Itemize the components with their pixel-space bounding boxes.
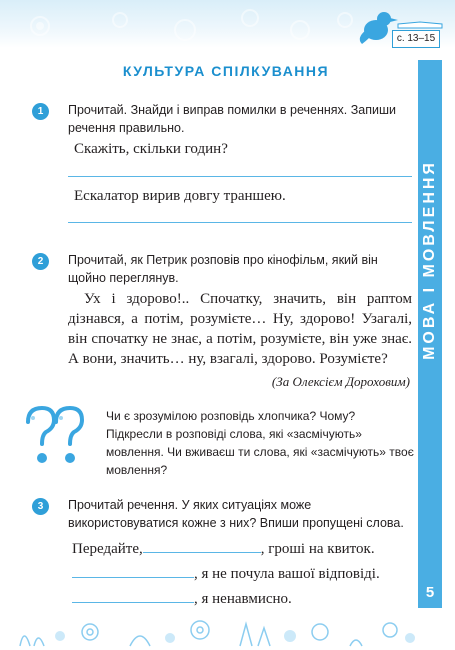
question-marks-icon bbox=[22, 404, 88, 470]
story-author: (За Олексієм Дороховим) bbox=[271, 374, 410, 389]
flower-icon bbox=[31, 10, 352, 40]
task-1-sentence-2: Ескалатор вирив довгу траншею. bbox=[74, 188, 286, 204]
task-2-instruction: Прочитай, як Петрик розповів про кінофільм, який він щойно переглянув. bbox=[68, 253, 378, 285]
page-number: 5 bbox=[425, 584, 435, 601]
discussion-questions: Чи є зрозумілою розповідь хлопчика? Чому? Підкресли в розповіді слова, які «засмічують» мовлення. Чи вживаєш ти слова, які «засмічують» твоє мовлення? bbox=[106, 409, 414, 477]
story-text: Ух і здорово!.. Спочатку, значить, він раптом дізнався, а потім, розумієте… Ну, здорово! Узагалі, він спочатку не знає, а потім, розумієте, він уже знає. А вони, значить… ну, взагалі, здорово. Розумієте? bbox=[68, 291, 412, 367]
task-2-number: 2 bbox=[32, 253, 49, 270]
task-1-sentence-1: Скажіть, скільки годин? bbox=[74, 141, 228, 157]
task-1-number: 1 bbox=[32, 103, 49, 120]
footer-decoration bbox=[0, 606, 455, 650]
blank-input-3[interactable] bbox=[72, 588, 194, 603]
fill-sentence-2: , я не почула вашої відповіді. bbox=[72, 563, 380, 583]
header-decoration bbox=[0, 0, 455, 48]
blank-input-1[interactable] bbox=[143, 538, 261, 553]
fill-sentence-1: Передайте, , гроші на квиток. bbox=[72, 538, 375, 558]
blank-input-2[interactable] bbox=[72, 563, 194, 578]
answer-line[interactable] bbox=[68, 222, 412, 223]
section-title: КУЛЬТУРА СПІЛКУВАННЯ bbox=[122, 63, 330, 79]
book-icon bbox=[398, 22, 442, 28]
task-3-instruction: Прочитай речення. У яких ситуаціях може використовуватися кожне з них? Впиши пропущені слова. bbox=[68, 498, 404, 530]
task-1-instruction: Прочитай. Знайди і виправ помилки в реченнях. Запиши речення правильно. bbox=[68, 103, 396, 135]
page-reference: с. 13–15 bbox=[392, 30, 440, 48]
answer-line[interactable] bbox=[68, 176, 412, 177]
side-title: МОВА І МОВЛЕННЯ bbox=[421, 160, 438, 360]
fill-sentence-3: , я ненавмисно. bbox=[72, 588, 292, 608]
task-3-number: 3 bbox=[32, 498, 49, 515]
